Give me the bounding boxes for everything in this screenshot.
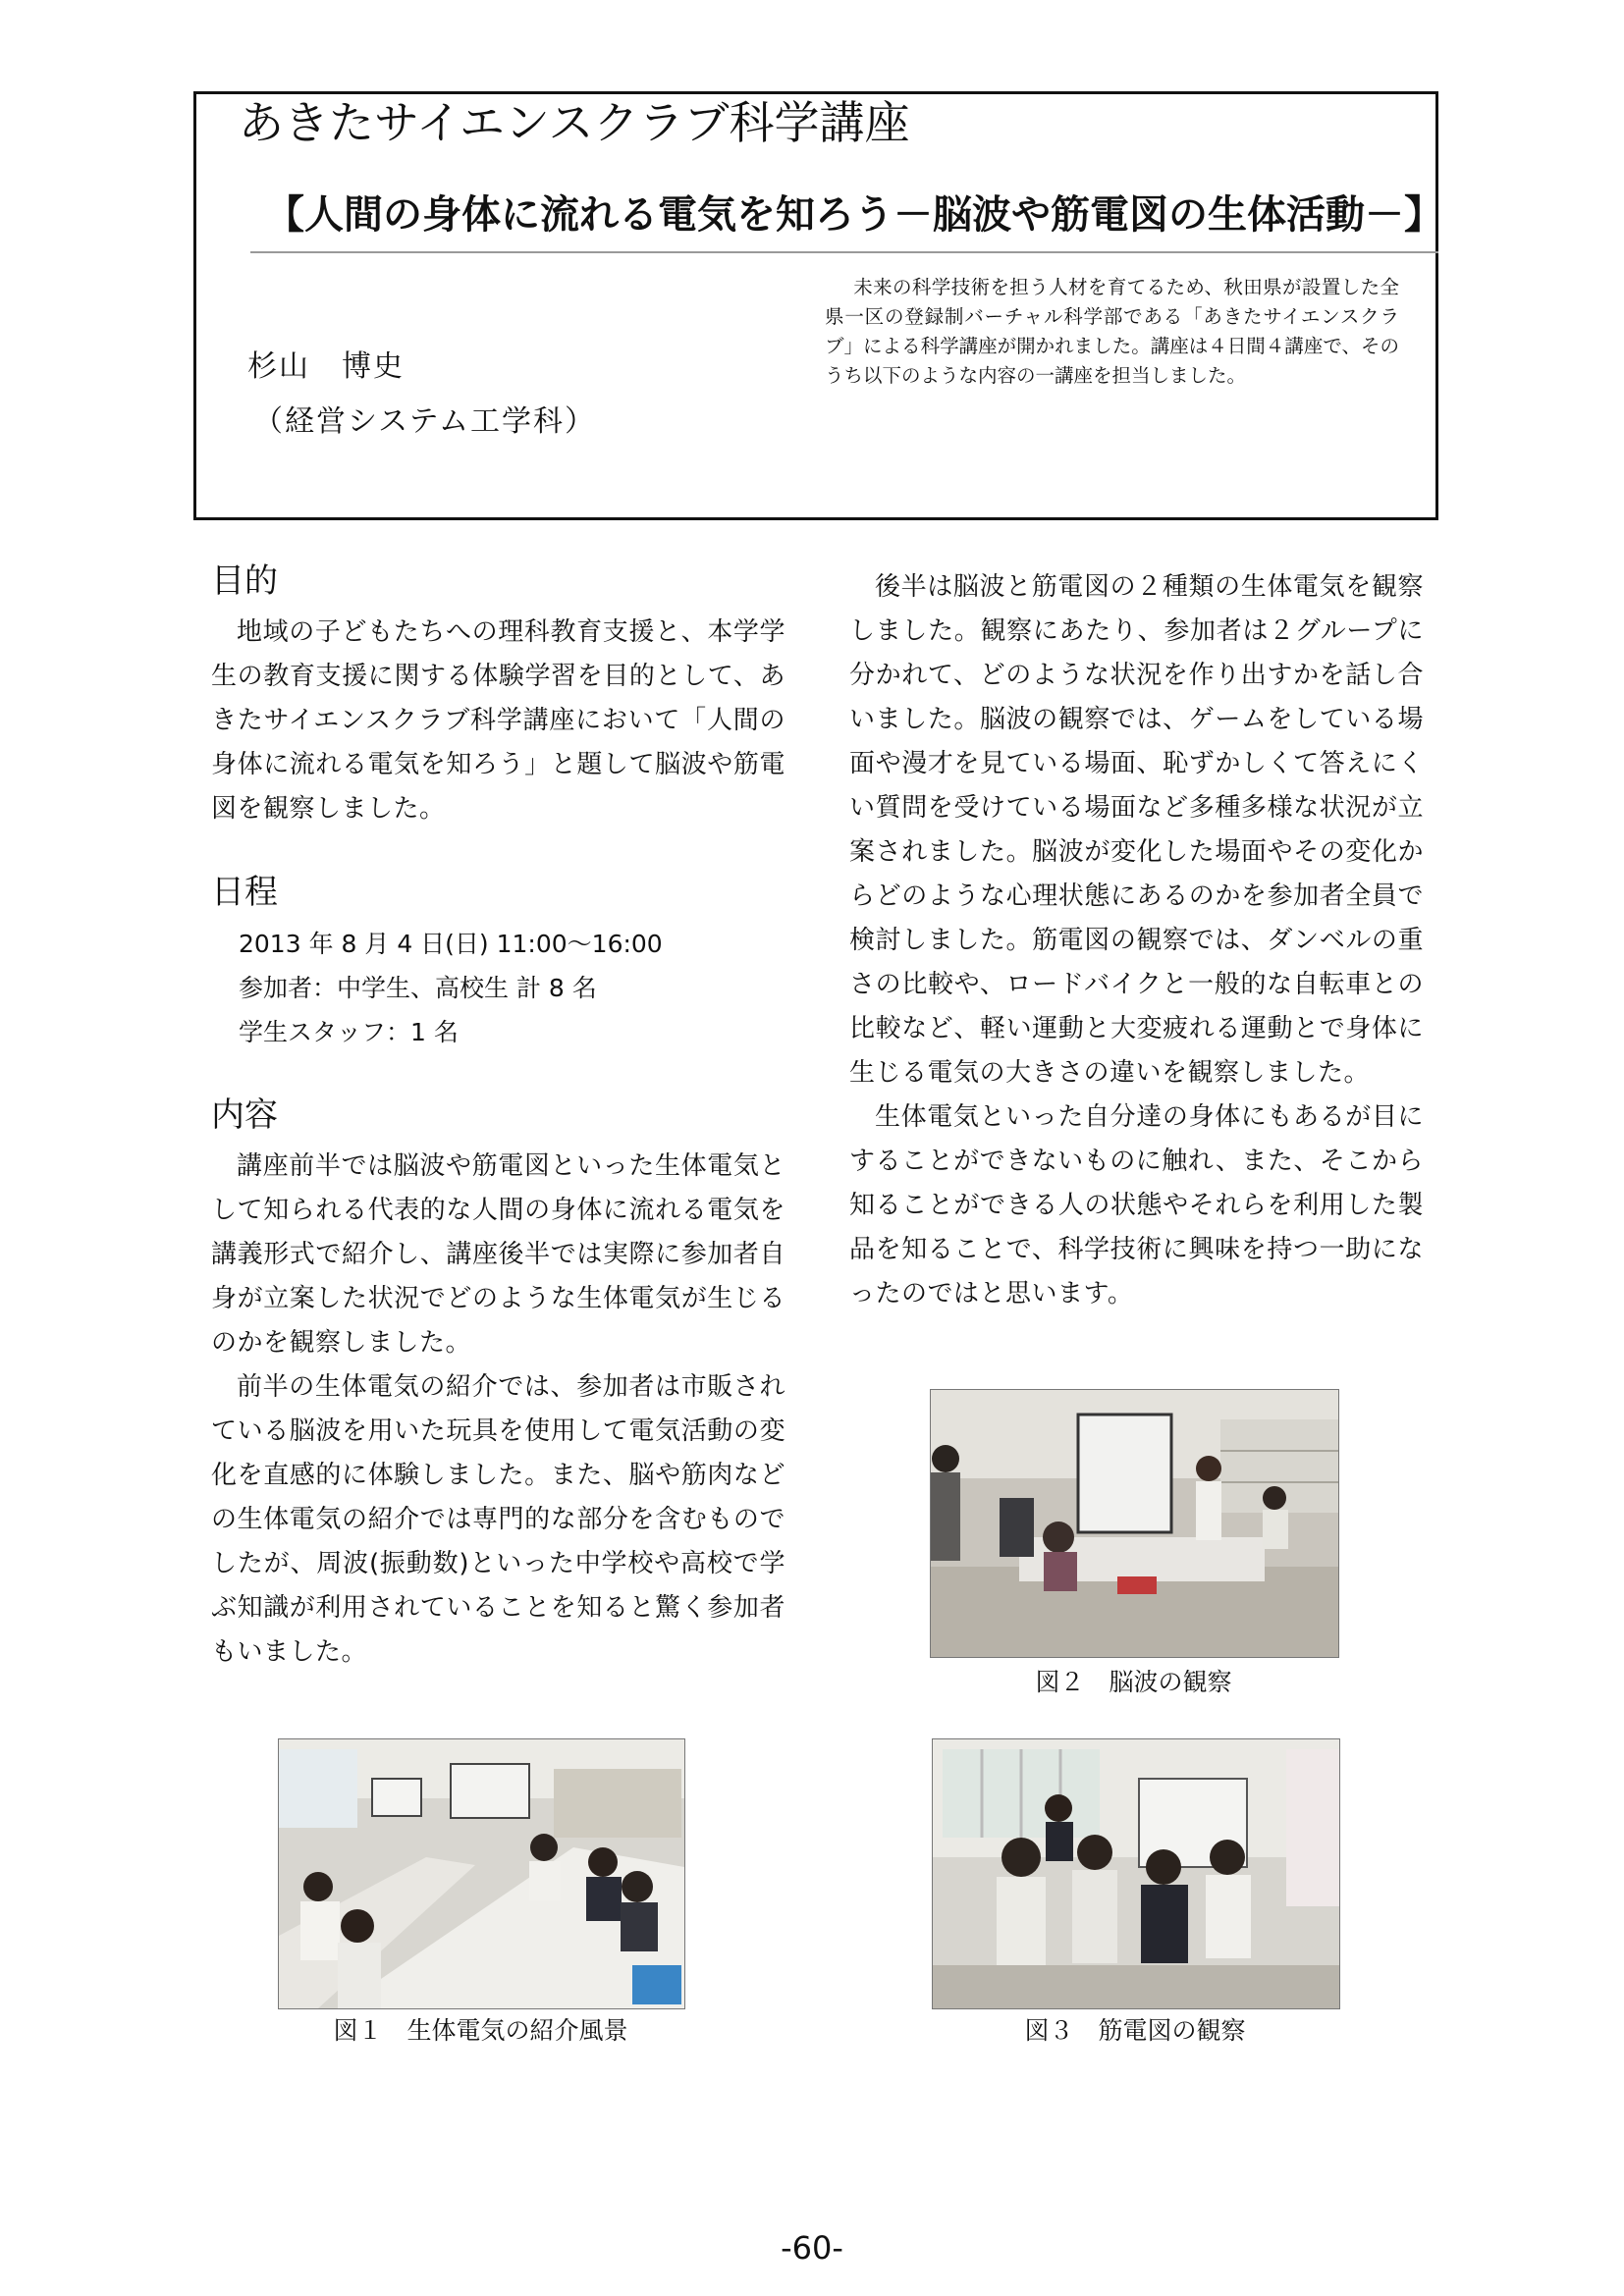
content-paragraph-1: 講座前半では脳波や筋電図といった生体電気として知られる代表的な人間の身体に流れる電気を講義形式で紹介し、講座後半では実際に参加者自身が立案した状況でどのような生体電気が生じるのかを観察しました。 xyxy=(211,1151,785,1358)
left-column xyxy=(211,560,785,1675)
figure-1-photo xyxy=(278,1738,685,2009)
content-heading: 内容 xyxy=(211,1095,278,1135)
content-paragraph-2: 前半の生体電気の紹介では、参加者は市販されている脳波を用いた玩具を使用して電気活動の変化を直感的に体験しました。また、脳や筋肉などの生体電気の紹介では専門的な部分を含むものでしたが、周波(振動数)といった中学校や高校で学ぶ知識が利用されていることを知ると驚く参加者もいました。 xyxy=(211,1372,785,1667)
author-affiliation: （経営システム工学科） xyxy=(253,404,596,439)
content-paragraph-3: 後半は脳波と筋電図の２種類の生体電気を観察しました。観察にあたり、参加者は２グループに分かれて、どのような状況を作り出すかを話し合いました。脳波の観察では、ゲームをしている場面や漫才を見ている場面、恥ずかしくて答えにくい質問を受けている場面など多種多様な状況が立案されました。脳波が変化した場面やその変化からどのような心理状態にあるのかを参加者全員で検討しました。筋電図の観察では、ダンベルの重さの比較や、ロードバイクと一般的な自転車との比較など、軽い運動と大変疲れる運動とで身体に生じる電気の大きさの違いを観察しました。 xyxy=(849,572,1424,1088)
figure-3-photo xyxy=(932,1738,1340,2009)
purpose-paragraph: 地域の子どもたちへの理科教育支援と、本学学生の教育支援に関する体験学習を目的として、あきたサイエンスクラブ科学講座において「人間の身体に流れる電気を知ろう」と題して脳波や筋電図を観察しました。 xyxy=(211,617,785,824)
figure-3-caption: 図３ 筋電図の観察 xyxy=(1024,2016,1246,2045)
right-column xyxy=(849,565,1424,1316)
purpose-heading: 目的 xyxy=(211,561,278,601)
figure-2-caption: 図２ 脳波の観察 xyxy=(1035,1668,1232,1696)
article-title: 【人間の身体に流れる電気を知ろう－脳波や筋電図の生体活動－】 xyxy=(265,192,1443,238)
series-title: あきたサイエンスクラブ科学講座 xyxy=(239,96,910,149)
content-paragraph-4: 生体電気といった自分達の身体にもあるが目にすることができないものに触れ、また、そこから知ることができる人の状態やそれらを利用した製品を知ることで、科学技術に興味を持つ一助になったのではと思います。 xyxy=(849,1102,1424,1308)
page-number: -60- xyxy=(781,2229,843,2267)
schedule-staff: 学生スタッフ：1 名 xyxy=(239,1018,459,1046)
schedule-participants: 参加者：中学生、高校生 計 8 名 xyxy=(239,974,597,1002)
schedule-date: 2013 年 8 月 4 日(日) 11:00～16:00 xyxy=(239,930,663,958)
title-divider xyxy=(250,251,1438,253)
figure-2-photo xyxy=(930,1389,1339,1658)
author-name: 杉山 博史 xyxy=(247,349,405,384)
summary-text: 未来の科学技術を担う人材を育てるため、秋田県が設置した全県一区の登録制バーチャル科学部である「あきたサイエンスクラブ」による科学講座が開かれました。講座は４日間４講座で、そのうち以下のような内容の一講座を担当しました。 xyxy=(825,276,1399,387)
figure-1-caption: 図１ 生体電気の紹介風景 xyxy=(333,2016,628,2045)
schedule-heading: 日程 xyxy=(211,873,278,912)
